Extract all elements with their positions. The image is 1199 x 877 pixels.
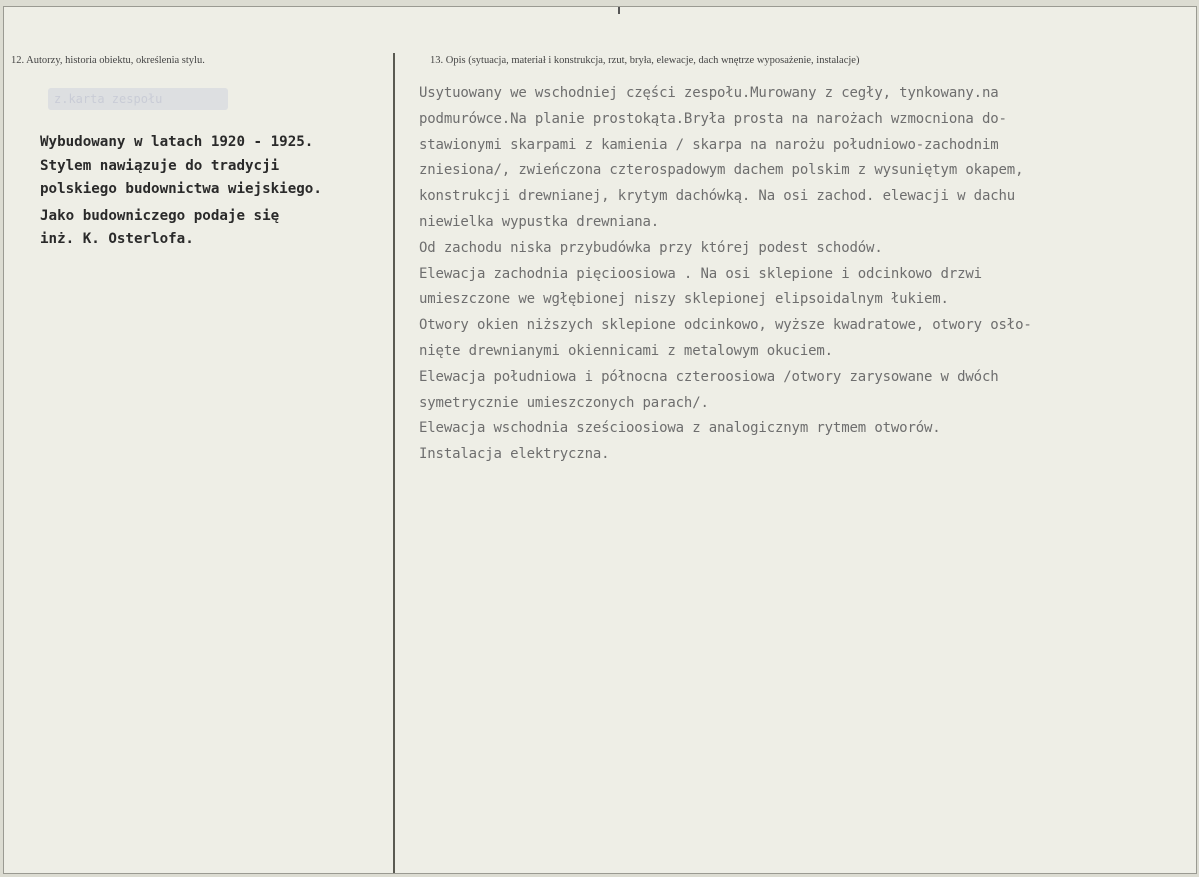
description-line: Elewacja wschodnia sześcioosiowa z analogicznym rytmem otworów.	[419, 420, 941, 437]
history-line: polskiego budownictwa wiejskiego.	[40, 181, 322, 197]
description-line: Elewacja południowa i północna czteroosiowa /otwory zarysowane w dwóch	[419, 368, 999, 385]
history-line: Jako budowniczego podaje się	[40, 207, 280, 224]
description-text	[419, 81, 1189, 468]
description-line: podmurówce.Na planie prostokąta.Bryła prosta na narożach wzmocniona do-	[419, 110, 1007, 127]
history-text	[40, 131, 385, 252]
description-line: Instalacja elektryczna.	[419, 446, 610, 463]
description-line: umieszczone we wgłębionej niszy sklepionej elipsoidalnym łukiem.	[419, 291, 949, 308]
history-line: Wybudowany w latach 1920 - 1925.	[40, 134, 314, 150]
top-tick-mark	[618, 7, 620, 14]
description-line: Usytuowany we wschodniej części zespołu.Murowany z cegły, tynkowany.na	[419, 85, 999, 101]
description-line: Otwory okien niższych sklepione odcinkowo, wyższe kwadratowe, otwory osło-	[419, 317, 1032, 334]
history-line: Stylem nawiązuje do tradycji	[40, 157, 280, 174]
description-line: Elewacja zachodnia pięcioosiowa . Na osi sklepione i odcinkowo drzwi	[419, 265, 982, 282]
description-line: konstrukcji drewnianej, krytym dachówką. Na osi zachod. elewacji w dachu	[419, 188, 1016, 205]
description-line: Od zachodu niska przybudówka przy której podest schodów.	[419, 239, 883, 256]
description-line: niewielka wypustka drewniana.	[419, 213, 660, 230]
faded-stamp: z.karta zespołu	[48, 88, 228, 110]
record-card	[3, 6, 1197, 874]
description-line: stawionymi skarpami z kamienia / skarpa na narożu południowo-zachodnim	[419, 136, 999, 153]
history-line: inż. K. Osterlofa.	[40, 231, 194, 247]
field-13-header: 13. Opis (sytuacja, materiał i konstrukcja, rzut, bryła, elewacje, dach wnętrze wyposażenie, instalacje)	[430, 55, 860, 66]
description-line: zniesiona/, zwieńczona czterospadowym dachem polskim z wysuniętym okapem,	[419, 162, 1024, 179]
column-divider	[393, 53, 395, 873]
description-line: nięte drewnianymi okiennicami z metalowym okuciem.	[419, 342, 833, 359]
field-12-header: 12. Autorzy, historia obiektu, określenia stylu.	[11, 55, 205, 66]
description-line: symetrycznie umieszczonych parach/.	[419, 394, 709, 411]
